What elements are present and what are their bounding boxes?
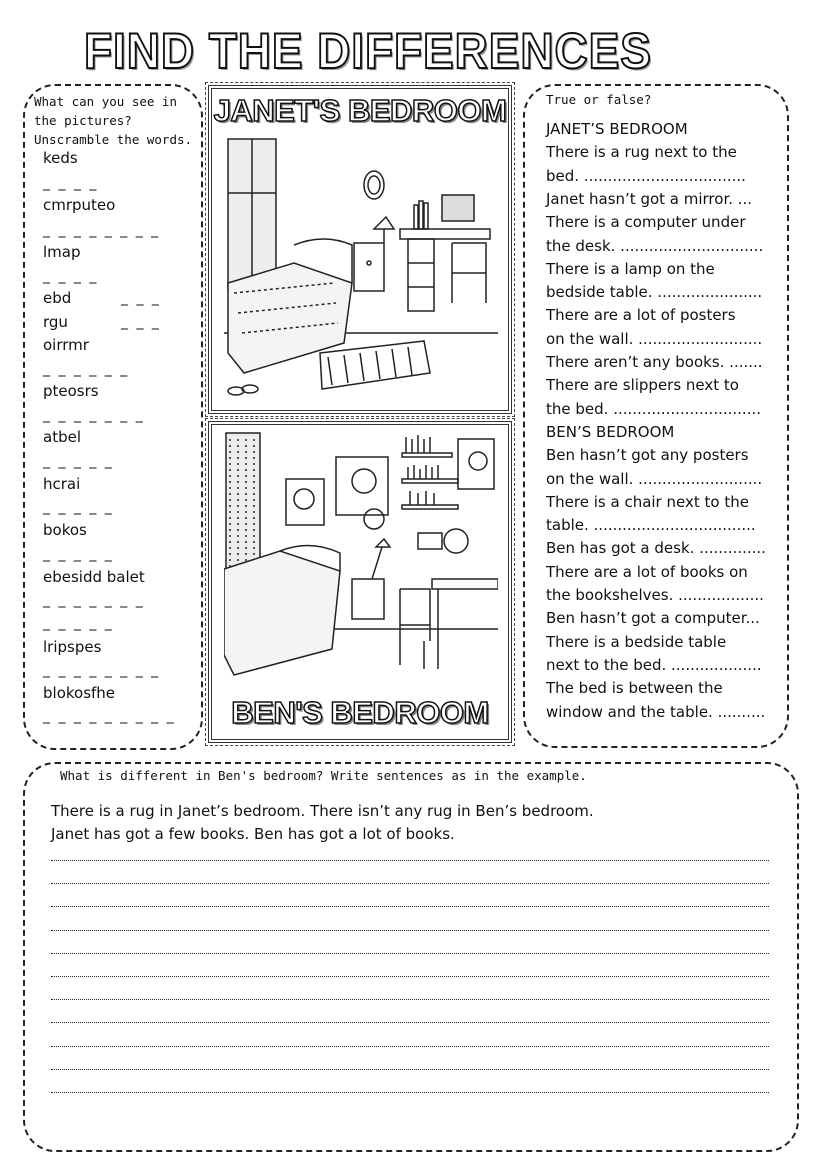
- answer-line[interactable]: [51, 1022, 769, 1023]
- answer-line[interactable]: [51, 1092, 769, 1093]
- answer-blank[interactable]: _ _ _ _: [43, 175, 99, 191]
- answer-line[interactable]: [51, 1046, 769, 1047]
- answer-blank[interactable]: _ _ _ _ _ _ _: [43, 592, 145, 608]
- true-false-line: JANET’S BEDROOM: [546, 120, 688, 138]
- answer-blank[interactable]: _ _ _ _: [43, 268, 99, 284]
- ben-bedroom-picture: [208, 421, 512, 743]
- answer-blank[interactable]: _ _ _ _ _ _ _ _: [43, 222, 161, 238]
- scramble-word: ebesidd balet: [43, 568, 145, 586]
- true-false-line: There is a lamp on the: [546, 259, 715, 278]
- true-false-line: bed. ..................................: [546, 166, 746, 185]
- true-false-line: There aren’t any books. .......: [546, 353, 763, 371]
- true-false-line: There are a lot of posters: [546, 306, 736, 325]
- true-false-line: BEN’S BEDROOM: [546, 422, 675, 441]
- true-false-line: There are a lot of books on: [546, 562, 748, 581]
- janet-bedroom-title: JANET'S BEDROOM: [213, 93, 507, 128]
- scramble-instruction-1: What can you see in: [34, 94, 177, 109]
- true-false-line: on the wall. ..........................: [546, 329, 763, 348]
- scramble-word: hcrai: [43, 475, 81, 493]
- true-false-line: There is a bedside table: [546, 632, 727, 651]
- true-false-line: There is a rug next to the: [546, 143, 737, 162]
- ben-bedroom-drawing: [224, 429, 498, 691]
- answer-blank[interactable]: _ _ _ _ _ _ _ _: [43, 662, 161, 678]
- example-sentence-2: Janet has got a few books. Ben has got a lot of books.: [51, 825, 455, 843]
- answer-blank[interactable]: _ _ _ _ _ _ _: [43, 407, 145, 423]
- true-false-line: Janet hasn’t got a mirror. ...: [546, 189, 753, 208]
- true-false-line: next to the bed. ...................: [546, 655, 762, 674]
- true-false-line: Ben has got a desk. ..............: [546, 539, 766, 558]
- example-sentence-1: There is a rug in Janet’s bedroom. There isn’t any rug in Ben’s bedroom.: [51, 802, 594, 820]
- scramble-word: rgu: [43, 313, 68, 331]
- answer-blank[interactable]: _ _ _ _ _ _ _ _ _: [43, 708, 176, 724]
- scramble-instruction-2: the pictures?: [34, 113, 132, 128]
- true-false-line: Ben hasn’t got any posters: [546, 446, 749, 465]
- answer-blank[interactable]: _ _ _ _ _ _: [43, 361, 130, 377]
- true-false-line: table. ..................................: [546, 516, 756, 535]
- scramble-word: bokos: [43, 521, 87, 539]
- scramble-instruction-3: Unscramble the words.: [34, 132, 193, 147]
- true-false-line: bedside table. ......................: [546, 283, 763, 302]
- answer-blank[interactable]: _ _ _: [121, 290, 161, 306]
- answer-line[interactable]: [51, 930, 769, 931]
- scramble-word: keds: [43, 149, 78, 167]
- scramble-word: cmrputeo: [43, 196, 116, 214]
- answer-line[interactable]: [51, 1069, 769, 1070]
- true-false-line: Ben hasn’t got a computer...: [546, 609, 760, 628]
- true-false-line: on the wall. ..........................: [546, 469, 763, 488]
- scramble-word: ebd: [43, 289, 72, 307]
- scramble-word: lripspes: [43, 638, 102, 656]
- worksheet-title: FIND THE DIFFERENCES: [84, 23, 652, 79]
- answer-blank[interactable]: _ _ _ _ _: [43, 615, 114, 631]
- scramble-word: atbel: [43, 428, 81, 446]
- true-false-line: the bed. ...............................: [546, 399, 762, 418]
- true-false-line: the desk. ..............................: [546, 236, 764, 255]
- scramble-word: pteosrs: [43, 382, 99, 400]
- janet-bedroom-drawing: [224, 133, 498, 405]
- scramble-word: oirrmr: [43, 336, 89, 354]
- true-false-line: There is a chair next to the: [546, 492, 749, 511]
- scramble-word: lmap: [43, 243, 81, 261]
- true-false-line: The bed is between the: [546, 679, 723, 698]
- answer-blank[interactable]: _ _ _: [121, 314, 161, 330]
- janet-bedroom-picture: [208, 85, 512, 414]
- answer-blank[interactable]: _ _ _ _ _: [43, 499, 114, 515]
- answer-line[interactable]: [51, 906, 769, 907]
- true-false-heading: True or false?: [546, 92, 652, 107]
- true-false-line: There are slippers next to: [546, 376, 739, 395]
- answer-blank[interactable]: _ _ _ _ _: [43, 453, 114, 469]
- answer-blank[interactable]: _ _ _ _ _: [43, 546, 114, 562]
- true-false-line: the bookshelves. ..................: [546, 586, 764, 604]
- ben-bedroom-title: BEN'S BEDROOM: [231, 695, 489, 730]
- scramble-word: blokosfhe: [43, 684, 116, 702]
- answer-line[interactable]: [51, 999, 769, 1000]
- answer-line[interactable]: [51, 953, 769, 954]
- true-false-line: window and the table. ..........: [546, 702, 766, 721]
- true-false-line: There is a computer under: [546, 213, 746, 232]
- writing-instruction: What is different in Ben's bedroom? Write sentences as in the example.: [60, 768, 587, 783]
- answer-line[interactable]: [51, 883, 769, 884]
- answer-line[interactable]: [51, 976, 769, 977]
- answer-line[interactable]: [51, 860, 769, 861]
